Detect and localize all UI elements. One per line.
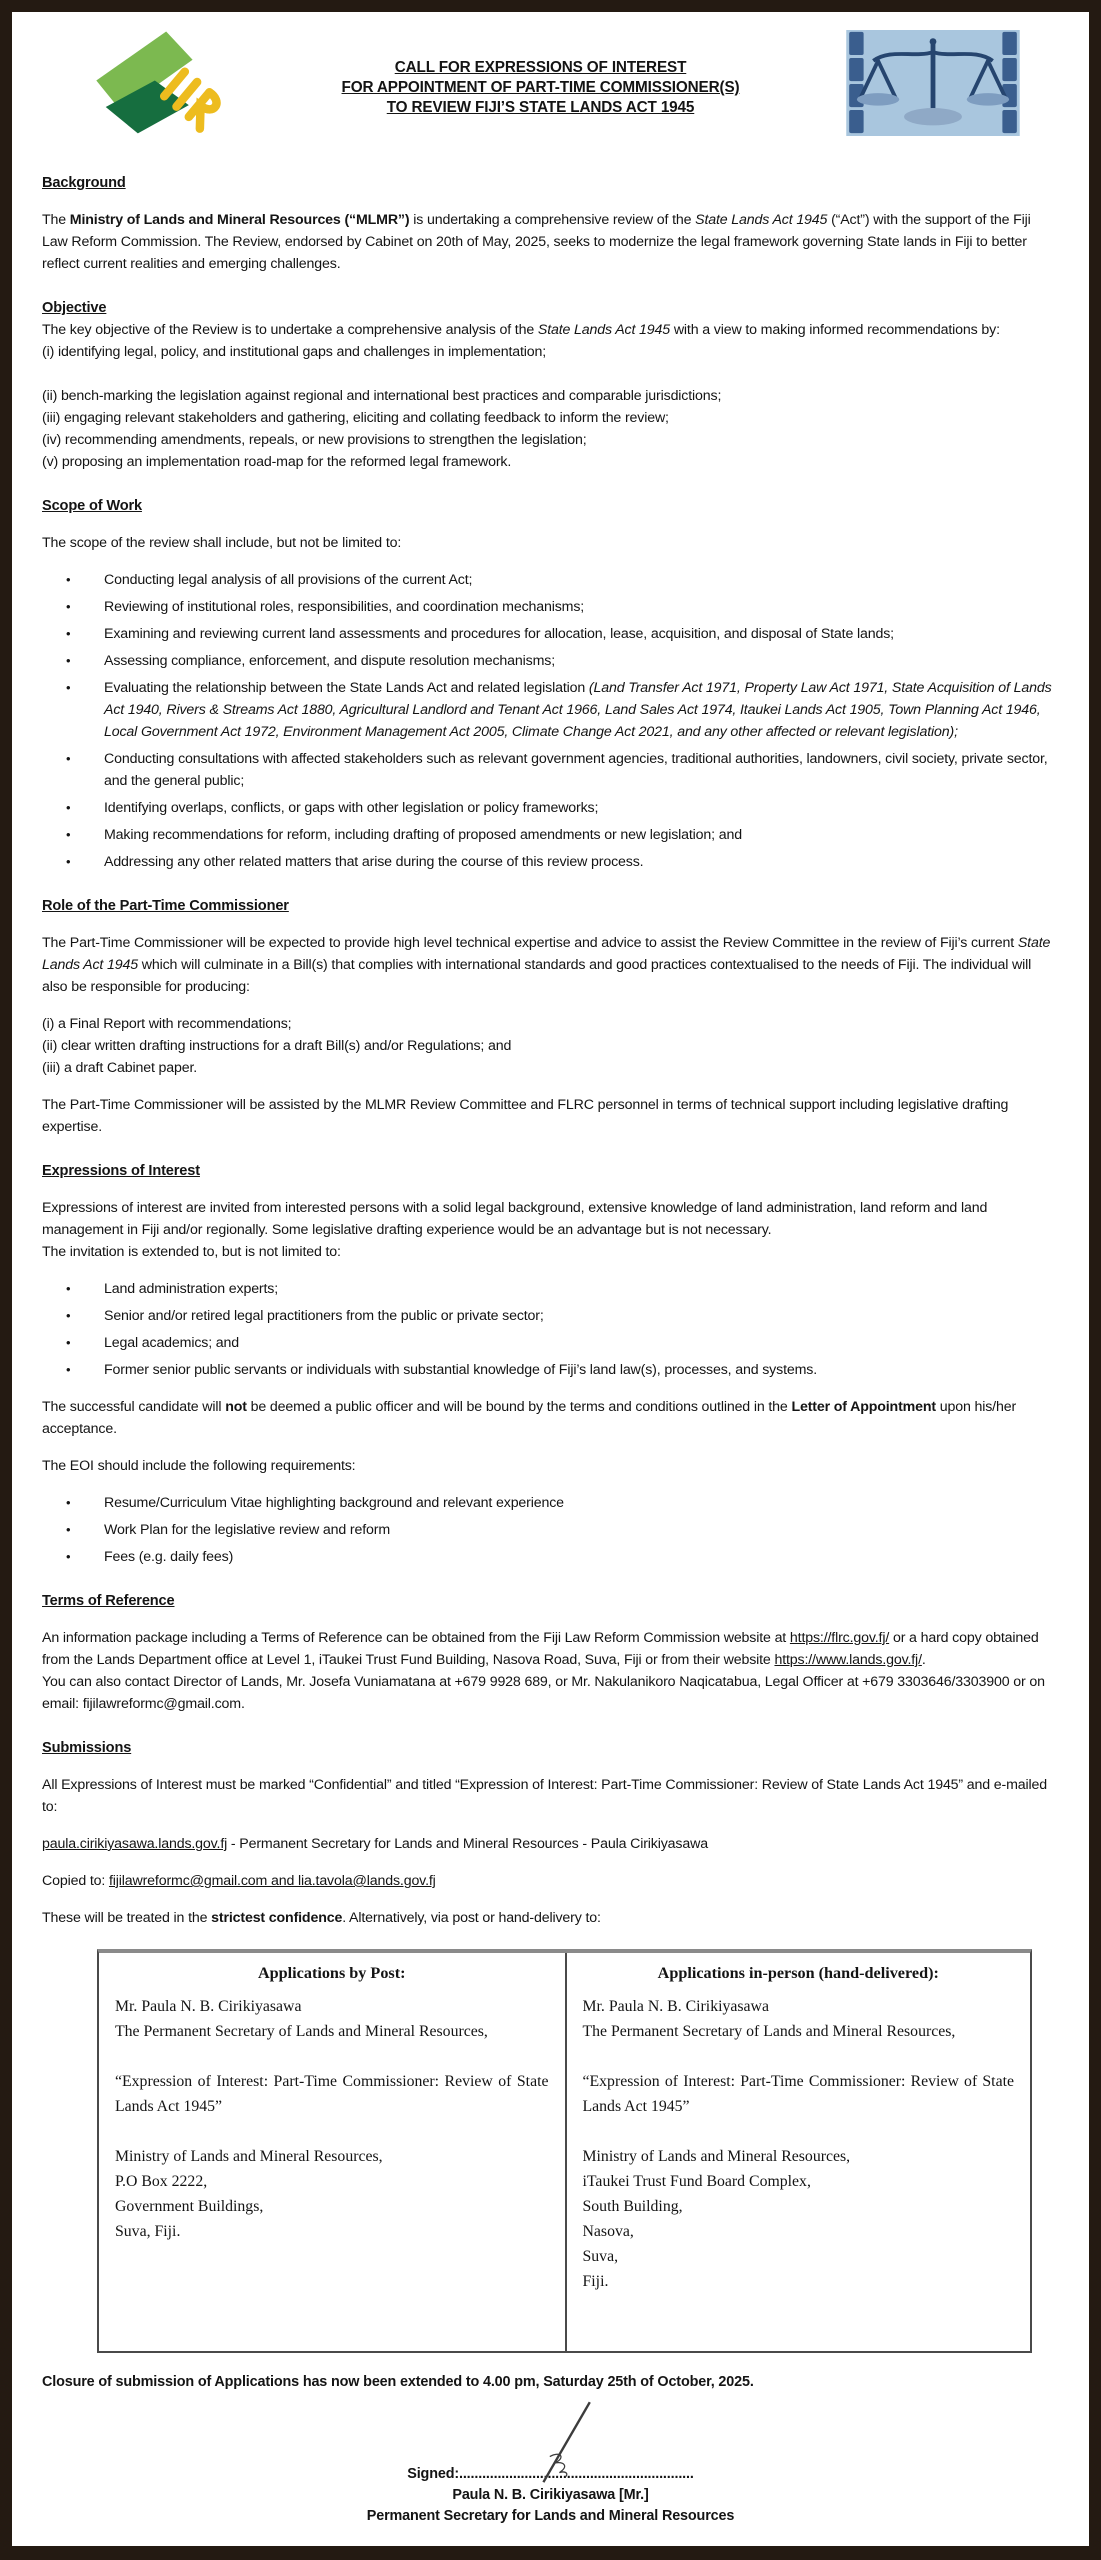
list-item-text: Conducting legal analysis of all provisions of the current Act;: [104, 572, 473, 588]
list-item: [42, 623, 1059, 645]
bullet-icon: •: [66, 1522, 71, 1537]
text-line: (iv) recommending amendments, repeals, or new provisions to strengthen the legislation;: [42, 432, 587, 448]
text-segment: State Lands Act 1945: [42, 935, 1051, 973]
bullet-icon: •: [66, 1335, 71, 1350]
bullet-icon: •: [66, 827, 71, 842]
document-title: [236, 58, 845, 118]
text-line: Government Buildings,: [115, 2198, 264, 2215]
text-line: Mr. Paula N. B. Cirikiyasawa: [582, 1998, 769, 2015]
text-line: (v) proposing an implementation road-map for the reformed legal framework.: [42, 454, 512, 470]
list-item-text: Reviewing of institutional roles, responsibilities, and coordination mechanisms;: [104, 599, 585, 615]
list-item: [42, 1278, 1059, 1300]
bullet-icon: •: [66, 751, 71, 766]
text-line: “Expression of Interest: Part-Time Commissioner: Review of State Lands Act 1945”: [582, 2073, 1014, 2115]
text-line: South Building,: [582, 2198, 683, 2215]
text-line: [115, 2044, 549, 2069]
eoi-paragraph-2: The invitation is extended to, but is not limited to:: [42, 1244, 341, 1260]
list-item-text: Evaluating the relationship between the State Lands Act and related legislation (Land Transfer Act 1971, Property Law Act 1971, State Acquisition of Lands Act 1940, Rivers & Streams Act 1880, Agricultural Landlord and Tenant Act 1966, Land Sales Act 1974, Itaukei Lands Act 1905, Town Planning Act 1946, Local Government Act 1972, Environment Management Act 2005, Climate Change Act 2021, and any other affected or relevant legislation);: [104, 680, 1052, 740]
applications-by-post-cell: [99, 1953, 565, 2351]
list-item-text: Resume/Curriculum Vitae highlighting background and relevant experience: [104, 1495, 564, 1511]
text-segment: Ministry of Lands and Mineral Resources (“MLMR”): [69, 212, 410, 228]
list-item: [42, 569, 1059, 591]
bullet-icon: •: [66, 1308, 71, 1323]
text-line: (iii) engaging relevant stakeholders and gathering, eliciting and collating feedback to inform the review;: [42, 410, 669, 426]
role-outputs: [42, 1013, 1059, 1079]
text-line: Suva,: [582, 2248, 619, 2265]
role-support-paragraph: The Part-Time Commissioner will be assisted by the MLMR Review Committee and FLRC personnel in terms of technical support including legislative drafting expertise.: [42, 1097, 1009, 1135]
title-line-3: TO REVIEW FIJI’S STATE LANDS ACT 1945: [386, 99, 695, 116]
text-line: [115, 2119, 549, 2144]
closure-notice: Closure of submission of Applications has now been extended to 4.00 pm, Saturday 25th of October, 2025.: [42, 2374, 754, 2390]
list-item: [42, 851, 1059, 873]
eoi-candidate-paragraph: The successful candidate will not be deemed a public officer and will be bound by the terms and conditions outlined in the Letter of Appointment upon his/her acceptance.: [42, 1399, 1017, 1437]
applications-by-post-header: Applications by Post:: [257, 1964, 406, 1982]
text-line: (i) a Final Report with recommendations;: [42, 1016, 292, 1032]
link-text: https://flrc.gov.fj/: [789, 1630, 890, 1646]
list-item-text: Work Plan for the legislative review and reform: [104, 1522, 391, 1538]
applications-table: [97, 1949, 1032, 2353]
list-item: [42, 824, 1059, 846]
bullet-icon: •: [66, 653, 71, 668]
section-heading-expressions-of-interest: Expressions of Interest: [42, 1163, 200, 1179]
scope-bullet-list: [42, 569, 1059, 873]
list-item: [42, 596, 1059, 618]
link-text: paula.cirikiyasawa.lands.gov.fj: [42, 1836, 228, 1852]
list-item-text: Identifying overlaps, conflicts, or gaps with other legislation or policy frameworks;: [104, 800, 599, 816]
role-paragraph: The Part-Time Commissioner will be expected to provide high level technical expertise and advice to assist the Review Committee in the review of Fiji’s current State Lands Act 1945 which will culminate in a Bill(s) that complies with international standards and good practices contextualised to the needs of Fiji. The individual will also be responsible for producing:: [42, 935, 1051, 995]
bullet-icon: •: [66, 599, 71, 614]
submissions-email-line: paula.cirikiyasawa.lands.gov.fj - Permanent Secretary for Lands and Mineral Resources - Paula Cirikiyasawa: [42, 1836, 708, 1852]
list-item: [42, 1492, 1059, 1514]
text-line: Suva, Fiji.: [115, 2223, 181, 2240]
section-heading-submissions: Submissions: [42, 1740, 132, 1756]
title-line-1: CALL FOR EXPRESSIONS OF INTEREST: [394, 59, 687, 76]
eoi-paragraph-1: Expressions of interest are invited from interested persons with a solid legal background, extensive knowledge of land administration, land reform and land management in Fiji and/or regionally. Some legislative drafting experience would be an advantage but is not necessary.: [42, 1200, 988, 1238]
list-item-text: Former senior public servants or individuals with substantial knowledge of Fiji’s land law(s), processes, and systems.: [104, 1362, 818, 1378]
tor-paragraph: An information package including a Terms of Reference can be obtained from the Fiji Law Reform Commission website at https://flrc.gov.fj/ or a hard copy obtained from the Lands Department office at Level 1, iTaukei Trust Fund Building, Nasova Road, Suva, Fiji or from their website https://www.lands.gov.fj/.: [42, 1630, 1039, 1668]
submissions-intro: All Expressions of Interest must be marked “Confidential” and titled “Expression of Interest: Part-Time Commissioner: Review of State Lands Act 1945” and e-mailed to:: [42, 1777, 1048, 1815]
bullet-icon: •: [66, 1281, 71, 1296]
text-line: (ii) bench-marking the legislation against regional and international best practices and comparable jurisdictions;: [42, 388, 722, 404]
signature-block: [42, 2399, 1059, 2527]
header: [42, 22, 1059, 150]
text-line: [583, 2119, 1015, 2144]
text-line: Ministry of Lands and Mineral Resources,: [582, 2148, 851, 2165]
list-item-text: Examining and reviewing current land assessments and procedures for allocation, lease, acquisition, and disposal of State lands;: [104, 626, 894, 642]
bullet-icon: •: [66, 854, 71, 869]
objective-items: [42, 341, 1059, 473]
signatory-name: Paula N. B. Cirikiyasawa [Mr.]: [452, 2487, 649, 2503]
list-item-text: Land administration experts;: [104, 1281, 279, 1297]
applications-in-person-cell: [565, 1953, 1031, 2351]
text-segment: not: [225, 1399, 247, 1415]
list-item-text: Legal academics; and: [104, 1335, 240, 1351]
list-item: [42, 1546, 1059, 1568]
list-item: [42, 650, 1059, 672]
eoi-requirements-list: [42, 1492, 1059, 1568]
signed-line: Signed:.............................................................: [407, 2466, 694, 2482]
background-paragraph: The Ministry of Lands and Mineral Resources (“MLMR”) is undertaking a comprehensive review of the State Lands Act 1945 (“Act”) with the support of the Fiji Law Reform Commission. The Review, endorsed by Cabinet on 20th of May, 2025, seeks to modernize the legal framework governing State lands in Fiji to better reflect current realities and emerging challenges.: [42, 212, 1031, 272]
list-item: [42, 748, 1059, 792]
bullet-icon: •: [66, 1495, 71, 1510]
pen-signature-icon: [509, 2399, 613, 2487]
text-segment: strictest confidence: [211, 1910, 343, 1926]
applications-by-post-address: [115, 1994, 549, 2244]
list-item-text: Fees (e.g. daily fees): [104, 1549, 234, 1565]
title-line-2: FOR APPOINTMENT OF PART-TIME COMMISSIONER(S): [341, 79, 740, 96]
list-item: [42, 677, 1059, 743]
list-item: [42, 1305, 1059, 1327]
section-heading-role: Role of the Part-Time Commissioner: [42, 898, 289, 914]
list-item-text: Making recommendations for reform, including drafting of proposed amendments or new legislation; and: [104, 827, 742, 843]
bullet-icon: •: [66, 680, 71, 695]
eoi-requirements-intro: The EOI should include the following requirements:: [42, 1458, 356, 1474]
bullet-icon: •: [66, 1549, 71, 1564]
list-item-text: Conducting consultations with affected stakeholders such as relevant government agencies, traditional authorities, landowners, civil society, private sector, and the general public;: [104, 751, 1048, 789]
bullet-icon: •: [66, 572, 71, 587]
list-item: [42, 1332, 1059, 1354]
text-line: Fiji.: [582, 2273, 609, 2290]
bullet-icon: •: [66, 1362, 71, 1377]
text-line: [583, 2044, 1015, 2069]
section-heading-background: Background: [42, 175, 126, 191]
text-segment: (Land Transfer Act 1971, Property Law Act 1971, State Acquisition of Lands Act 1940, Rivers & Streams Act 1880, Agricultural Landlord and Tenant Act 1966, Land Sales Act 1974, Itaukei Lands Act 1905, Town Planning Act 1946, Local Government Act 1972, Environment Management Act 2005, Climate Change Act 2021, and any other affected or relevant legislation);: [104, 680, 1052, 740]
text-line: [42, 363, 1059, 385]
section-heading-objective: Objective: [42, 300, 107, 316]
text-line: (ii) clear written drafting instructions for a draft Bill(s) and/or Regulations; and: [42, 1038, 512, 1054]
text-segment: State Lands Act 1945: [537, 322, 671, 338]
tor-contact-paragraph: You can also contact Director of Lands, Mr. Josefa Vuniamatana at +679 9928 689, or Mr. Nakulanikoro Naqicatabua, Legal Officer at +679 3303646/3303900 or on email: fijilawreformc@gmail.com.: [42, 1674, 1045, 1712]
text-line: The Permanent Secretary of Lands and Mineral Resources,: [115, 2023, 488, 2040]
text-line: (iii) a draft Cabinet paper.: [42, 1060, 198, 1076]
text-line: P.O Box 2222,: [115, 2173, 208, 2190]
list-item: [42, 797, 1059, 819]
list-item-text: Assessing compliance, enforcement, and dispute resolution mechanisms;: [104, 653, 555, 669]
list-item-text: Senior and/or retired legal practitioners from the public or private sector;: [104, 1308, 544, 1324]
text-line: iTaukei Trust Fund Board Complex,: [582, 2173, 811, 2190]
link-text: https://www.lands.gov.fj/: [774, 1652, 922, 1668]
text-line: The Permanent Secretary of Lands and Mineral Resources,: [582, 2023, 956, 2040]
section-heading-scope-of-work: Scope of Work: [42, 498, 142, 514]
eoi-bullet-list: [42, 1278, 1059, 1381]
text-line: Nasova,: [582, 2223, 634, 2240]
scales-of-justice-icon: [845, 30, 1021, 136]
text-segment: Letter of Appointment: [791, 1399, 936, 1415]
mlmr-ministry-logo-icon: [68, 22, 236, 140]
submissions-copied-line: Copied to: fijilawreformc@gmail.com and lia.tavola@lands.gov.fj: [42, 1873, 436, 1889]
objective-intro: The key objective of the Review is to undertake a comprehensive analysis of the State Lands Act 1945 with a view to making informed recommendations by:: [42, 322, 1000, 338]
applications-in-person-header: Applications in-person (hand-delivered):: [657, 1964, 939, 1982]
section-heading-terms-of-reference: Terms of Reference: [42, 1593, 175, 1609]
text-segment: State Lands Act 1945: [695, 212, 828, 228]
document-sheet: [12, 12, 1089, 2546]
link-text: fijilawreformc@gmail.com and lia.tavola@lands.gov.fj: [108, 1873, 436, 1889]
bullet-icon: •: [66, 800, 71, 815]
list-item-text: Addressing any other related matters that arise during the course of this review process.: [104, 854, 644, 870]
list-item: [42, 1519, 1059, 1541]
text-line: Mr. Paula N. B. Cirikiyasawa: [115, 1998, 302, 2015]
text-line: Ministry of Lands and Mineral Resources,: [115, 2148, 383, 2165]
text-line: (i) identifying legal, policy, and institutional gaps and challenges in implementation;: [42, 344, 547, 360]
signatory-title: Permanent Secretary for Lands and Mineral Resources: [366, 2508, 735, 2524]
submissions-confidence-line: These will be treated in the strictest confidence. Alternatively, via post or hand-delivery to:: [42, 1910, 601, 1926]
scope-intro: The scope of the review shall include, but not be limited to:: [42, 535, 402, 551]
text-line: “Expression of Interest: Part-Time Commissioner: Review of State Lands Act 1945”: [115, 2073, 549, 2115]
bullet-icon: •: [66, 626, 71, 641]
applications-in-person-address: [583, 1994, 1015, 2294]
list-item: [42, 1359, 1059, 1381]
